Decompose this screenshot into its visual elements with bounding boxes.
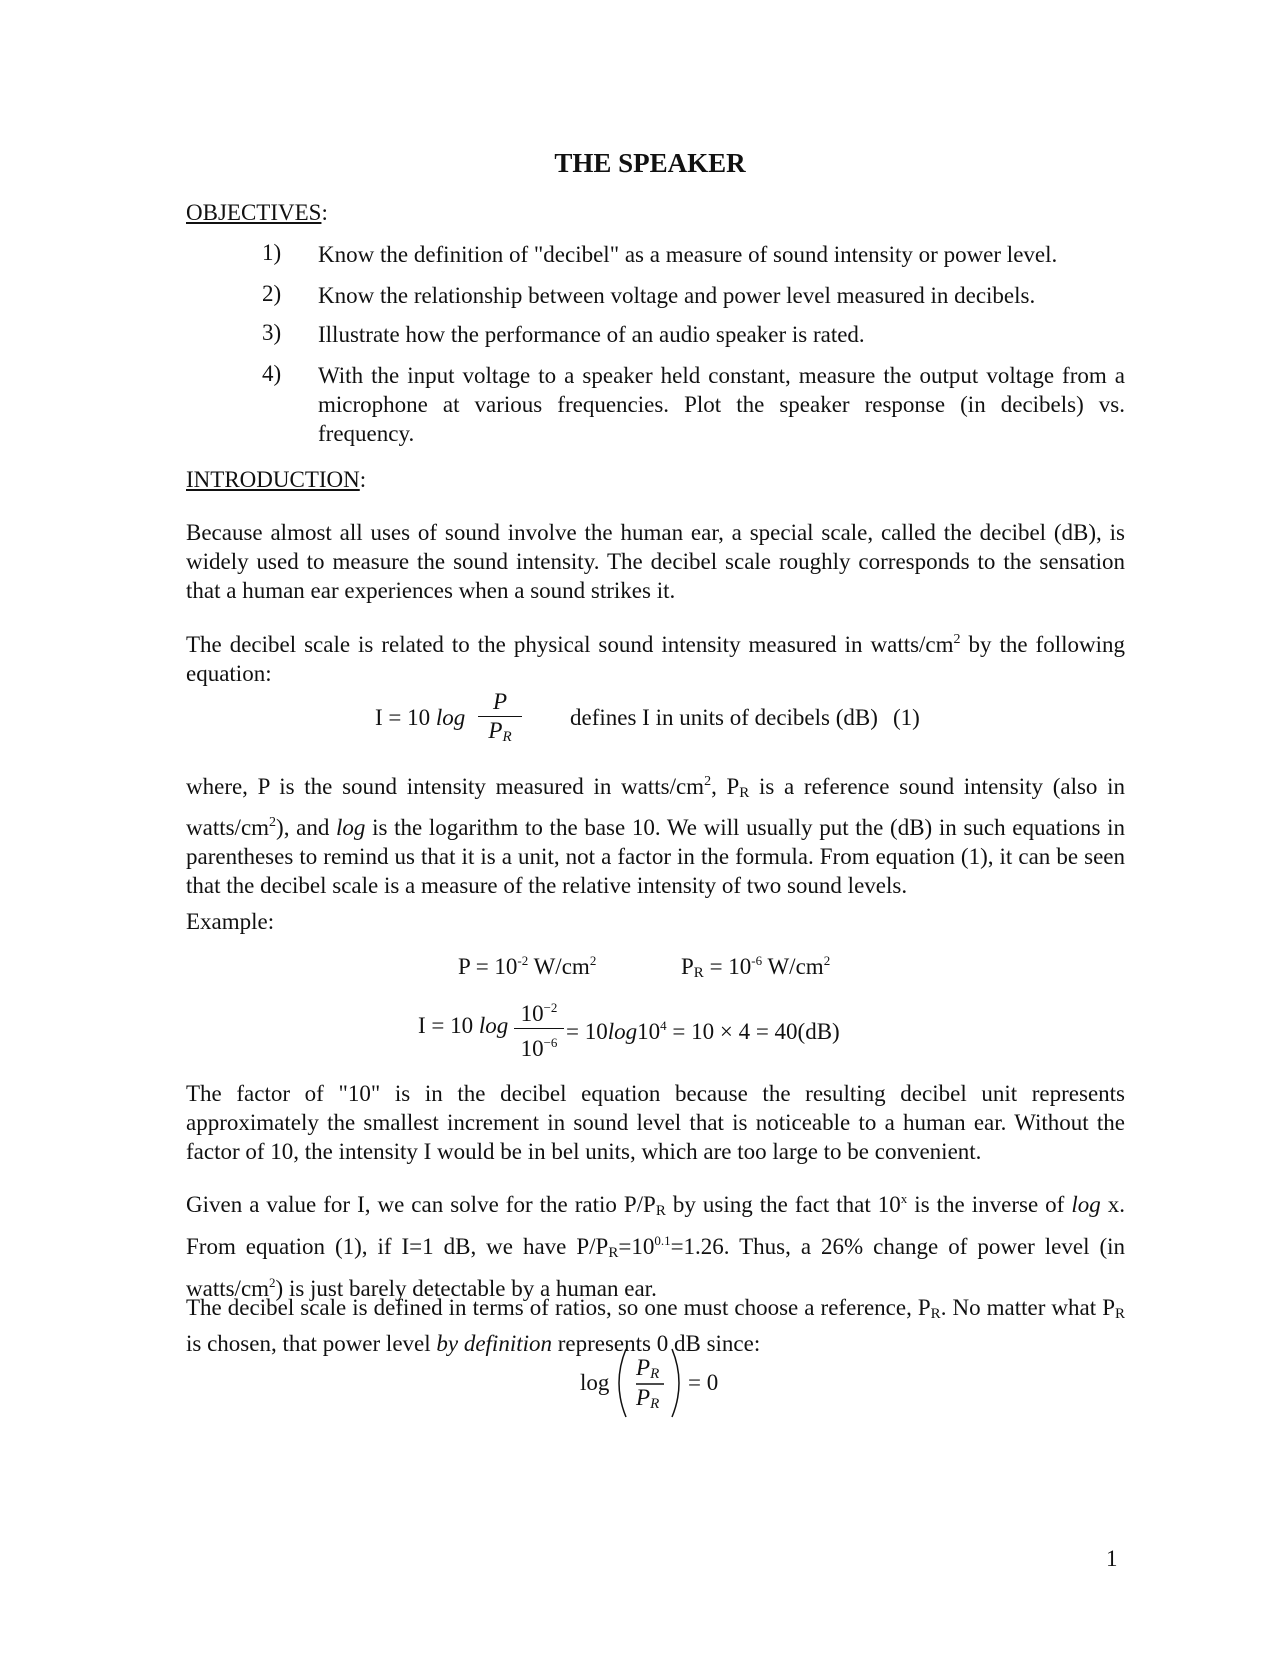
example-label: Example: (186, 909, 275, 934)
final-equation-log: log (580, 1370, 610, 1395)
objective-number: 4) (262, 361, 282, 386)
example-calculation-fraction: $10^{-2}$ $10^{-6}$ (514, 994, 564, 1063)
objectives-heading: OBJECTIVES: (186, 200, 328, 225)
objective-text: With the input voltage to a speaker held constant, measure the output voltage from a microphone at various frequencies. Plot the speaker response (in decibels) vs. frequency. (318, 363, 1125, 446)
objective-text: Illustrate how the performance of an audio speaker is rated. (318, 322, 865, 347)
equation-1-note: defines I in units of decibels (dB) (570, 705, 878, 730)
objective-text: Know the relationship between voltage and power level measured in decibels. (318, 283, 1036, 308)
final-equation-denominator: $P_R$ (636, 1385, 660, 1412)
intro-paragraph-1: Because almost all uses of sound involve the human ear, a special scale, called the decibel (dB), is widely used to measure the sound intensity. The decibel scale roughly corresponds to the sensation that a human ear experiences when a sound strikes it. (186, 520, 1125, 603)
example-calculation-lhs: I = 10 log (418, 1013, 509, 1038)
objective-text: Know the definition of "decibel" as a measure of sound intensity or power level. (318, 242, 1058, 267)
equation-1: I = 10 log (375, 705, 466, 730)
page-title: THE SPEAKER (554, 148, 746, 178)
intro-paragraph-3: where, P is the sound intensity measured in watts/$cm^2$, $P_R$ is a reference sound intensity (also in watts/$cm^2$), and log is the logarithm to the base 10. We will usually put the (dB) in such equations in parentheses to remind us that it is a unit, not a factor in the formula. From equation (1), it can be seen that the decibel scale is a measure of the relative intensity of two sound levels. (186, 774, 1126, 898)
page-number: 1 (1106, 1546, 1118, 1571)
intro-paragraph-2: The decibel scale is related to the physical sound intensity measured in watts/$cm^2$ by the following equation: (186, 632, 1125, 686)
intro-paragraph-5: Given a value for I, we can solve for the ratio $P/P_R$ by using the fact that 10$^x$ is the inverse of log x. From equation (1), if I=1 dB, we have $P/P_R=10^{0.1}=1.26$. Thus, a 26% change of power level (in watts/$cm^2$) is just barely detectable by a human ear. (186, 1191, 1125, 1301)
equation-1-label: (1) (893, 705, 920, 730)
example-p-value: $P = 10^{-2}$ $W/cm^2$ (458, 953, 597, 979)
equation-1-fraction: P $P_R$ (478, 688, 522, 751)
intro-paragraph-6: The decibel scale is defined in terms of ratios, so one must choose a reference, $P_R$. No matter what $P_R$ is chosen, that power level by definition represents 0 dB since: (186, 1295, 1125, 1356)
objective-number: 3) (262, 320, 282, 345)
introduction-heading: INTRODUCTION: (186, 467, 367, 492)
intro-paragraph-4: The factor of "10" is in the decibel equation because the resulting decibel unit represents approximately the smallest increment in sound level that is noticeable to a human ear. Without the factor of 10, the intensity I would be in bel units, which are too large to be convenient. (186, 1081, 1125, 1164)
final-equation-numerator: $P_R$ (636, 1355, 660, 1382)
example-calculation-rhs: = $10\log 10^4 = 10 \times 4 = 40(dB)$ (566, 1018, 840, 1044)
objective-number: 2) (262, 281, 282, 306)
objective-number: 1) (262, 240, 282, 265)
final-equation-rhs: = 0 (688, 1370, 719, 1395)
example-pr-value: $P_R = 10^{-6}$ $W/cm^2$ (681, 953, 831, 981)
